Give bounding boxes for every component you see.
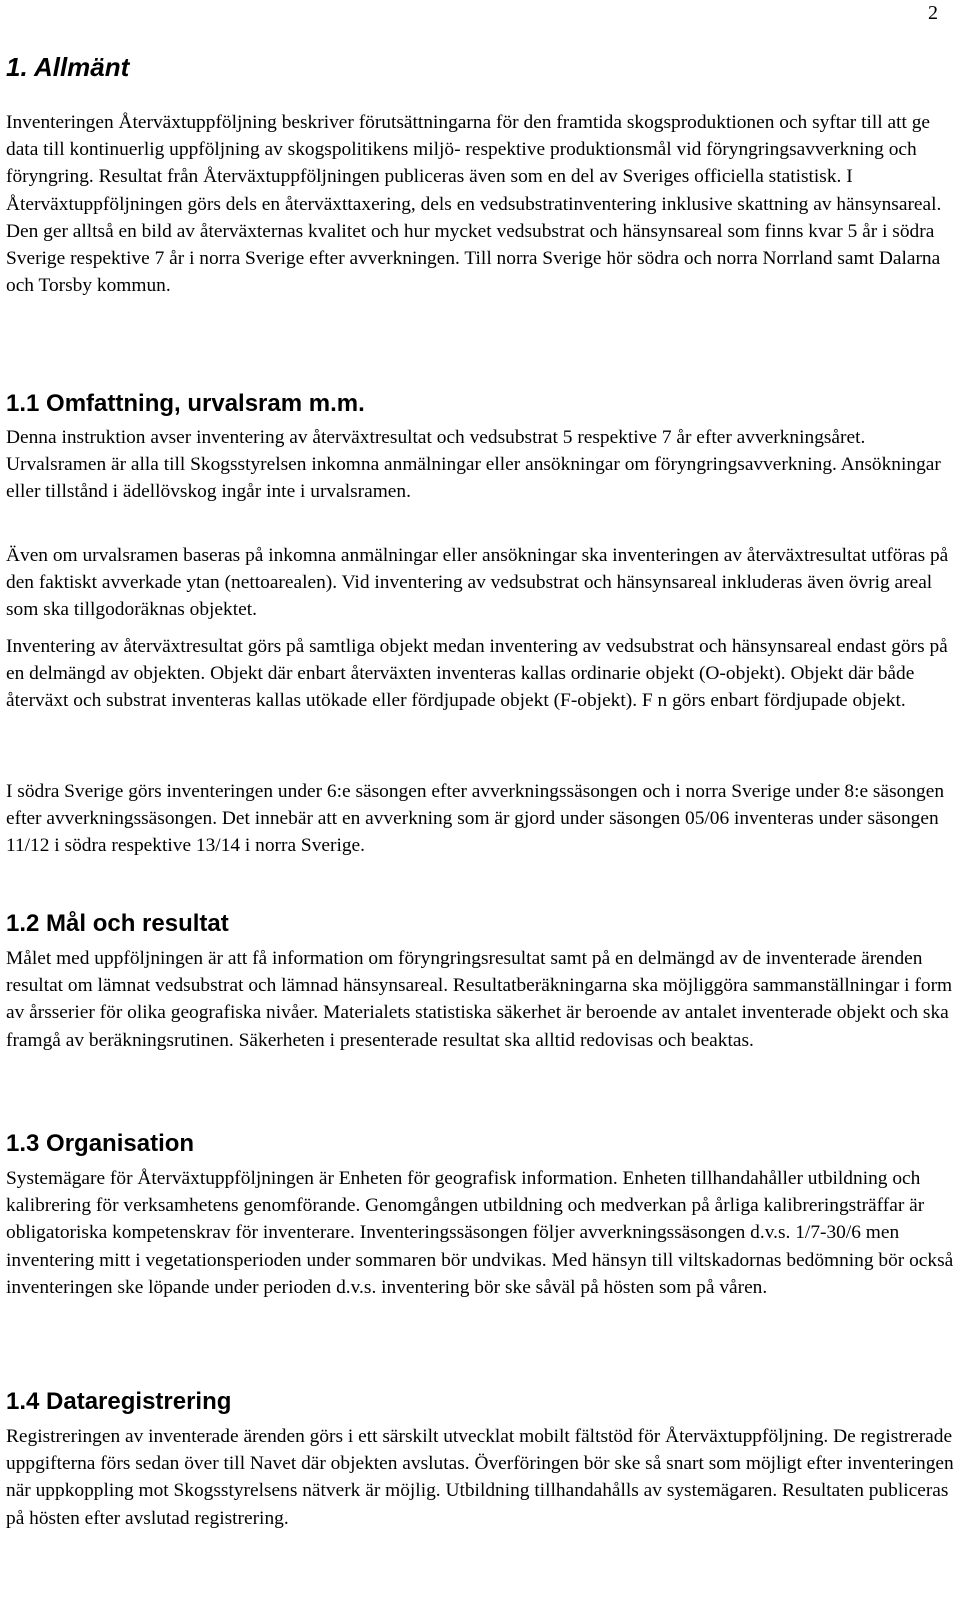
organisation-paragraph: Systemägare för Återväxtuppföljningen är Enheten för geografisk information. Enheten tillhandahåller utbildning och kalibrering för verksamhetens genomförande. Genomgången utbildning och medverkan på årliga kalibreringsträffar är obligatoriska kompetenskrav för inventerare. Inventeringssäsongen följer avverkningssäsongen d.v.s. 1/7-30/6 men inventering mitt i vegetationsperioden under sommaren bör undvikas. Med hänsyn till viltskadornas bedömning bör också inventeringen ske löpande under perioden d.v.s. inventering bör ske såväl på hösten som på våren. [6,1168,954,1298]
section-heading-omfattning: 1.1 Omfattning, urvalsram m.m. [6,390,365,417]
section-heading-dataregistrering: 1.4 Dataregistrering [6,1388,232,1415]
omfattning-paragraph-3: Inventering av återväxtresultat görs på samtliga objekt medan inventering av vedsubstrat och hänsynsareal endast görs på en delmängd av objekten. Objekt där enbart återväxten inventeras kallas ordinarie objekt (O-objekt). Objekt där både återväxt och substrat inventeras kallas utökade eller fördjupade objekt (F-objekt). F n görs enbart fördjupade objekt. [6,636,948,712]
dataregistrering-paragraph: Registreringen av inventerade ärenden görs i ett särskilt utvecklat mobilt fältstöd för Återväxtuppföljning. De registrerade uppgifterna förs sedan över till Navet där objekten avslutas. Överföringen bör ske så snart som möjligt efter inventeringen när uppkoppling mot Skogsstyrelsens nätverk är möjlig. Utbildning tillhandahålls av systemägaren. Resultaten publiceras på hösten efter avslutad registrering. [6,1426,954,1529]
omfattning-paragraph-1: Denna instruktion avser inventering av återväxtresultat och vedsubstrat 5 respektive 7 år efter avverkningsåret. Urvalsramen är alla till Skogsstyrelsen inkomna anmälningar eller ansökningar om föryngringsavverkning. Ansökningar eller tillstånd i ädellövskog ingår inte i urvalsramen. [6,427,941,503]
mal-paragraph: Målet med uppföljningen är att få information om föryngringsresultat samt på en delmängd av de inventerade ärenden resultat om lämnat vedsubstrat och lämnad hänsynsareal. Resultatberäkningarna ska möjliggöra sammanställningar i form av årsserier för olika geografiska nivåer. Materialets statistiska säkerhet är beroende av antalet inventerade objekt och ska framgå av beräkningsrutinen. Säkerheten i presenterade resultat ska alltid redovisas och beaktas. [6,948,953,1051]
omfattning-paragraph-2: Även om urvalsramen baseras på inkomna anmälningar eller ansökningar ska inventeringen av återväxtresultat utföras på den faktiskt avverkade ytan (nettoarealen). Vid inventering av vedsubstrat och hänsynsareal inkluderas även övrig areal som ska tillgodoräknas objektet. [6,545,949,621]
omfattning-paragraph-4: I södra Sverige görs inventeringen under 6:e säsongen efter avverkningssäsongen och i norra Sverige under 8:e säsongen efter avverkningssäsongen. Det innebär att en avverkning som är gjord under säsongen 05/06 inventeras under säsongen 11/12 i södra respektive 13/14 i norra Sverige. [6,781,945,857]
page-number: 2 [928,2,938,24]
chapter-title: 1. Allmänt [6,52,130,82]
intro-paragraph: Inventeringen Återväxtuppföljning beskriver förutsättningarna för den framtida skogsproduktionen och syftar till att ge data till kontinuerlig uppföljning av skogspolitikens miljö- respektive produktionsmål vid föryngringsavverkning och föryngring. Resultat från Återväxtuppföljningen publiceras även som en del av Sveriges officiella statistisk. I Återväxtuppföljningen görs dels en återväxttaxering, dels en vedsubstratinventering inklusive skattning av hänsynsareal. Den ger alltså en bild av återväxternas kvalitet och hur mycket vedsubstrat och hänsynsareal som finns kvar 5 år i södra Sverige respektive 7 år i norra Sverige efter avverkningen. Till norra Sverige hör södra och norra Norrland samt Dalarna och Torsby kommun. [6,112,942,297]
section-heading-organisation: 1.3 Organisation [6,1130,195,1157]
section-heading-mal: 1.2 Mål och resultat [6,910,229,937]
